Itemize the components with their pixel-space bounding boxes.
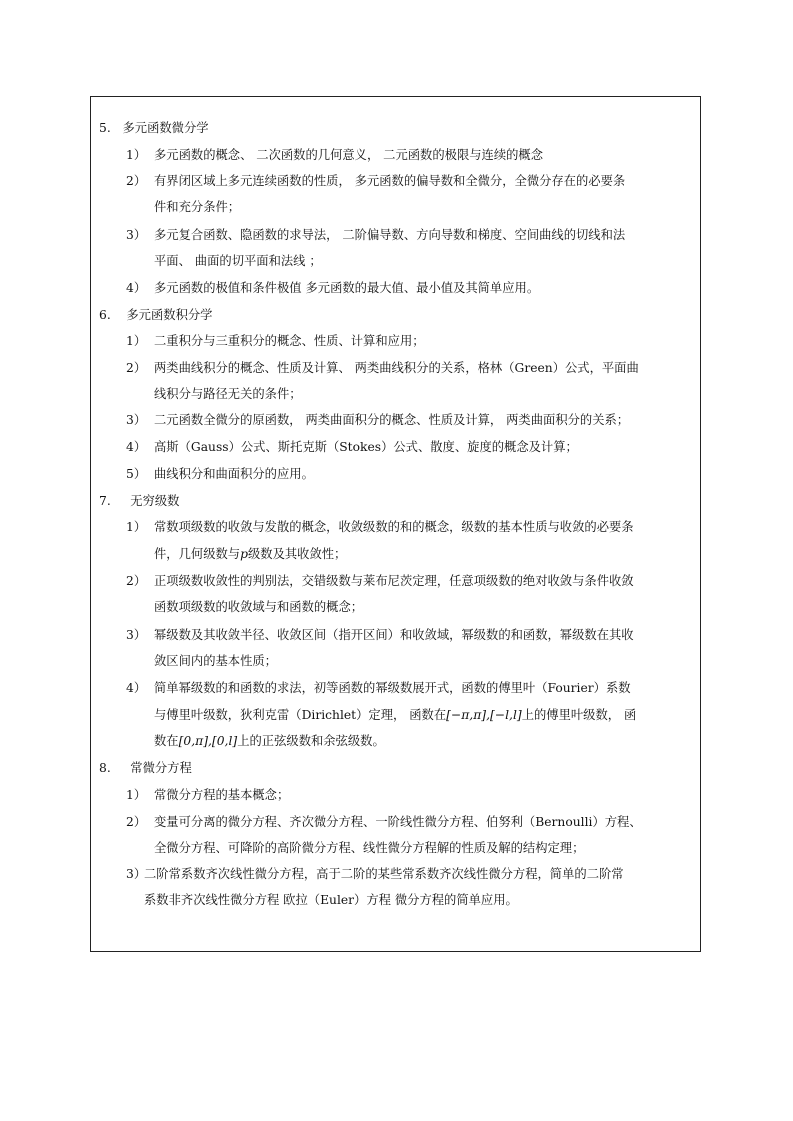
list-item-line: 多元函数的概念、 二次函数的几何意义， 二元函数的极限与连续的概念: [154, 148, 544, 162]
item-number: 3）: [126, 867, 147, 881]
text-run: 件，几何级数与: [154, 547, 241, 561]
math-interval: [0,π],[0,l]: [178, 734, 238, 748]
item-number: 4）: [126, 681, 147, 695]
list-item-line: 两类曲线积分的概念、性质及计算、 两类曲线积分的关系，格林（Green）公式，平面曲: [154, 361, 639, 375]
list-item-line: 变量可分离的微分方程、齐次微分方程、一阶线性微分方程、伯努利（Bernoulli）方程、: [154, 815, 642, 829]
section-6-heading: [99, 307, 212, 323]
item-number: 1）: [126, 520, 147, 534]
item-number: 1）: [126, 148, 147, 162]
list-item-line: 平面、 曲面的切平面和法线 ；: [154, 254, 322, 268]
item-number: 3）: [126, 628, 147, 642]
list-item-line: 线积分与路径无关的条件；: [154, 387, 302, 401]
list-item-line: 多元复合函数、隐函数的求导法， 二阶偏导数、方向导数和梯度、空间曲线的切线和法: [154, 228, 626, 242]
text-run: 数在: [154, 734, 179, 748]
item-number: 4）: [126, 440, 147, 454]
list-item-line: 高斯（Gauss）公式、斯托克斯（Stokes）公式、散度、旋度的概念及计算；: [154, 440, 578, 454]
item-number: 2）: [126, 815, 147, 829]
list-item-line: 多元函数的极值和条件极值 多元函数的最大值、最小值及其简单应用。: [154, 281, 540, 295]
list-item-line: 函数项级数的收敛域与和函数的概念；: [154, 600, 364, 614]
section-title: 多元函数积分学: [126, 308, 213, 322]
list-item-line: 常数项级数的收敛与发散的概念，收敛级数的和的概念，级数的基本性质与收敛的必要条: [154, 520, 634, 534]
list-item-line: 简单幂级数的和函数的求法，初等函数的幂级数展开式，函数的傅里叶（Fourier）系数: [154, 681, 631, 695]
item-number: 4）: [126, 281, 147, 295]
list-item-line: 二元函数全微分的原函数， 两类曲面积分的概念、性质及计算， 两类曲面积分的关系；: [154, 413, 630, 427]
list-item-line: 曲线积分和曲面积分的应用。: [154, 467, 314, 481]
list-item-line: 系数非齐次线性微分方程 欧拉（Euler）方程 微分方程的简单应用。: [144, 893, 518, 907]
list-item-line: 二阶常系数齐次线性微分方程，高于二阶的某些常系数齐次线性微分方程，简单的二阶常: [144, 867, 624, 881]
section-7-heading: [99, 493, 179, 509]
section-title: 常微分方程: [130, 761, 192, 775]
section-8-heading: [99, 760, 192, 776]
list-item-line: 正项级数收敛性的判别法，交错级数与莱布尼茨定理，任意项级数的绝对收敛与条件收敛: [154, 574, 634, 588]
list-item-line: 二重积分与三重积分的概念、性质、计算和应用；: [154, 334, 425, 348]
section-5-heading: [99, 120, 209, 136]
list-item-line: 常微分方程的基本概念；: [154, 788, 290, 802]
item-number: 1）: [126, 788, 147, 802]
item-number: 2）: [126, 174, 147, 188]
section-title: 多元函数微分学: [122, 121, 209, 135]
math-variable: p: [240, 547, 248, 561]
text-run: 上的正弦级数和余弦级数。: [237, 734, 385, 748]
item-number: 1）: [126, 334, 147, 348]
item-number: 3）: [126, 413, 147, 427]
text-run: 与傅里叶级数，狄利克雷（Dirichlet）定理， 函数在: [154, 708, 447, 722]
list-item-line: [154, 707, 636, 723]
text-run: 上的傅里叶级数， 函: [521, 708, 637, 722]
item-number: 2）: [126, 361, 147, 375]
list-item-line: 幂级数及其收敛半径、收敛区间（指开区间）和收敛域，幂级数的和函数，幂级数在其收: [154, 628, 634, 642]
list-item-line: 敛区间内的基本性质；: [154, 654, 277, 668]
section-title: 无穷级数: [130, 494, 180, 508]
item-number: 5）: [126, 467, 147, 481]
list-item-line: 全微分方程、可降阶的高阶微分方程、线性微分方程解的性质及解的结构定理；: [154, 841, 585, 855]
list-item-line: 件和充分条件；: [154, 200, 241, 214]
list-item-line: [154, 733, 385, 749]
item-number: 3）: [126, 228, 147, 242]
list-item-line: 有界闭区域上多元连续函数的性质， 多元函数的偏导数和全微分，全微分存在的必要条: [154, 174, 626, 188]
math-interval: [−π,π],[−l,l]: [446, 708, 522, 722]
list-item-line: [154, 546, 346, 562]
item-number: 2）: [126, 574, 147, 588]
section-number: 8.: [99, 761, 111, 775]
section-number: 5.: [99, 121, 111, 135]
section-number: 7.: [99, 494, 111, 508]
section-number: 6.: [99, 308, 111, 322]
text-run: 级数及其收敛性；: [247, 547, 347, 561]
